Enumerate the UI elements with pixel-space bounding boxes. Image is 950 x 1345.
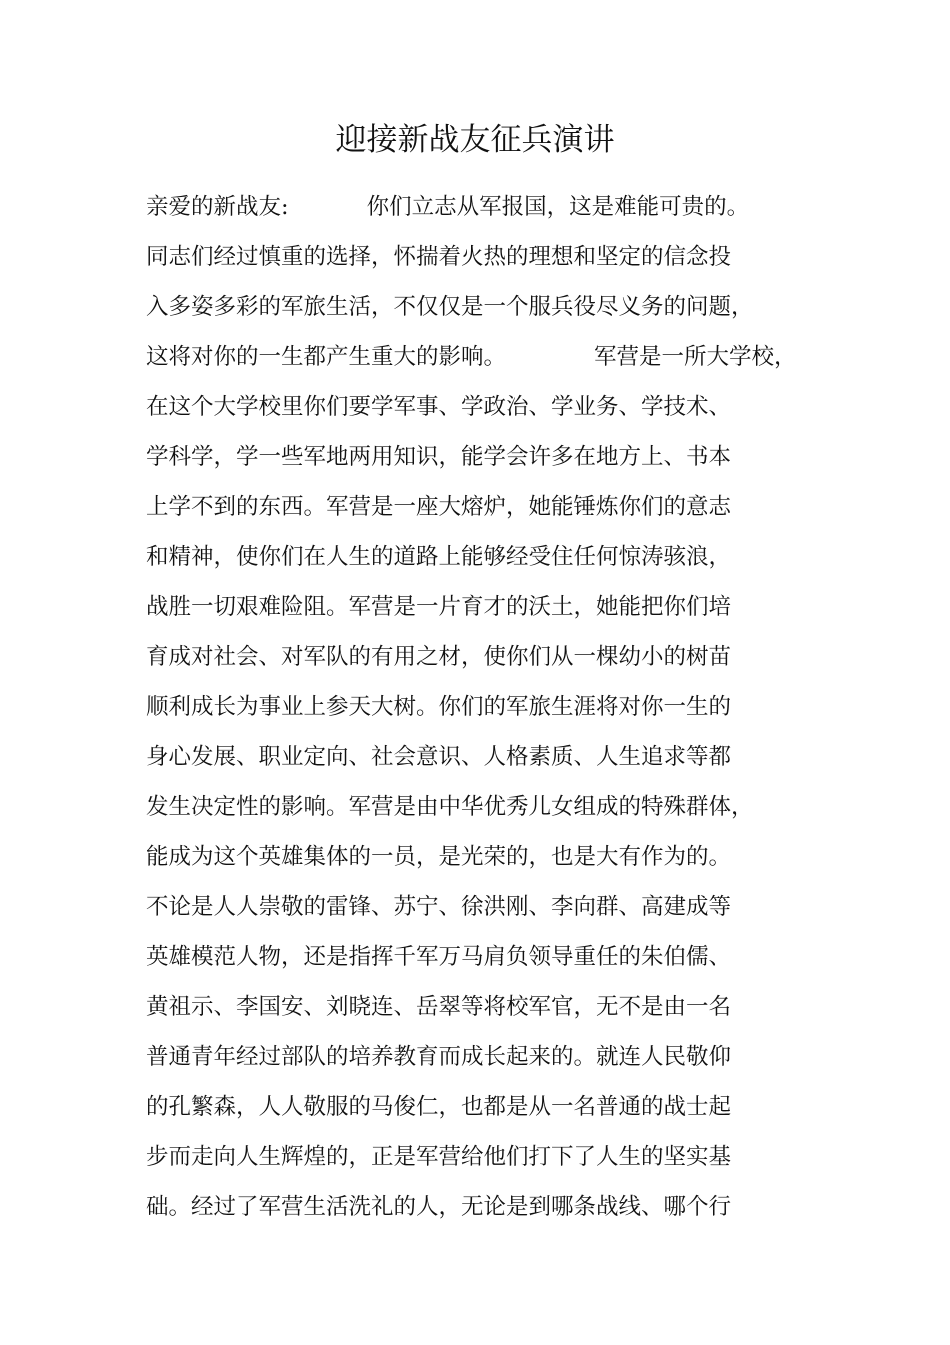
- text-line: 英雄模范人物，还是指挥千军万马肩负领导重任的朱伯儒、: [146, 944, 732, 970]
- text-line: [146, 192, 749, 222]
- text-line: 不论是人人崇敬的雷锋、苏宁、徐洪刚、李向群、高建成等: [146, 894, 732, 920]
- text-segment: 军营是一所大学校，: [594, 344, 797, 370]
- greeting: 亲爱的新战友:: [146, 194, 289, 220]
- text-line: 入多姿多彩的军旅生活，不仅仅是一个服兵役尽义务的问题，: [146, 294, 754, 320]
- text-line: 普通青年经过部队的培养教育而成长起来的。就连人民敬仰: [146, 1044, 732, 1070]
- text-line: 能成为这个英雄集体的一员，是光荣的，也是大有作为的。: [146, 844, 732, 870]
- text-line: 学科学，学一些军地两用知识，能学会许多在地方上、书本: [146, 444, 732, 470]
- text-line: [146, 342, 797, 372]
- text-line: 同志们经过慎重的选择，怀揣着火热的理想和坚定的信念投: [146, 244, 732, 270]
- text-line: 在这个大学校里你们要学军事、学政治、学业务、学技术、: [146, 394, 732, 420]
- text-line: 顺利成长为事业上参天大树。你们的军旅生涯将对你一生的: [146, 694, 732, 720]
- text-segment: 这将对你的一生都产生重大的影响。: [146, 344, 507, 370]
- text-line: 黄祖示、李国安、刘晓连、岳翠等将校军官，无不是由一名: [146, 994, 732, 1020]
- text-line: 战胜一切艰难险阻。军营是一片育才的沃土，她能把你们培: [146, 594, 732, 620]
- text-segment: 你们立志从军报国，这是难能可贵的。: [366, 194, 750, 220]
- document-title: 迎接新战友征兵演讲: [335, 122, 615, 158]
- text-line: 发生决定性的影响。军营是由中华优秀儿女组成的特殊群体，: [146, 794, 754, 820]
- text-line: 和精神，使你们在人生的道路上能够经受住任何惊涛骇浪，: [146, 544, 732, 570]
- text-line: 上学不到的东西。军营是一座大熔炉，她能锤炼你们的意志: [146, 494, 732, 520]
- text-line: 的孔繁森，人人敬服的马俊仁，也都是从一名普通的战士起: [146, 1094, 732, 1120]
- text-line: 身心发展、职业定向、社会意识、人格素质、人生追求等都: [146, 744, 732, 770]
- text-line: 育成对社会、对军队的有用之材，使你们从一棵幼小的树苗: [146, 644, 732, 670]
- text-line: 步而走向人生辉煌的，正是军营给他们打下了人生的坚实基: [146, 1144, 732, 1170]
- text-line: 础。经过了军营生活洗礼的人，无论是到哪条战线、哪个行: [146, 1194, 732, 1220]
